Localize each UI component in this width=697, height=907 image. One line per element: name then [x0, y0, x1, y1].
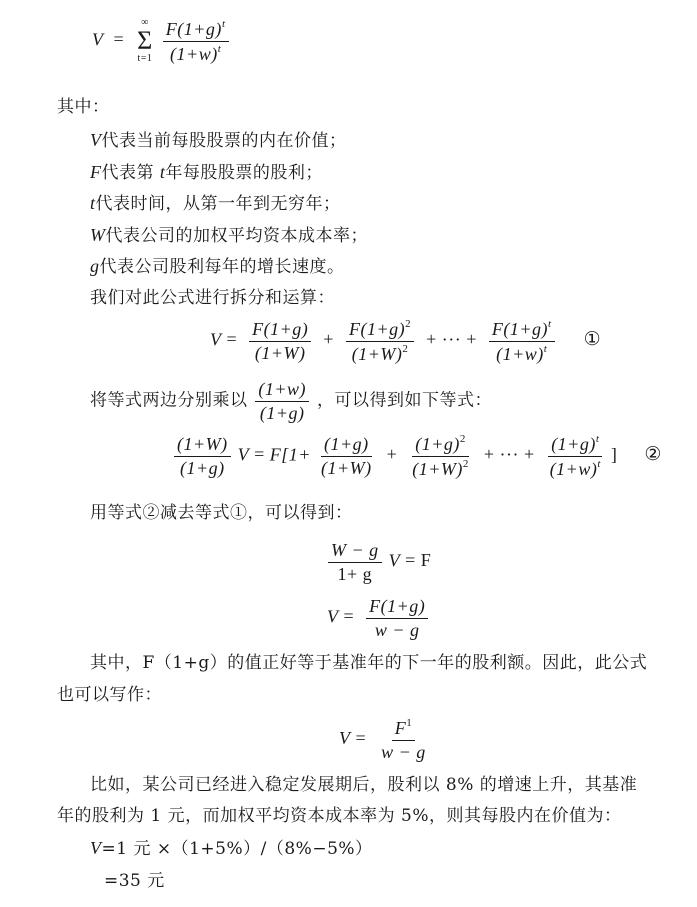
equation-3: $\frac{W - g}{1+ g}$ V = F — [326, 540, 436, 584]
text-subtract: 用等式②减去等式①，可以得到： — [90, 503, 353, 523]
sum-symbol: ∞ Σ t=1 — [137, 17, 153, 65]
formula-main: V = ∞ Σ t=1 $\frac{F(1+g)^t}{(1+w)^t}$ — [92, 18, 231, 64]
paragraph-1: 其中，F（1+g）的值正好等于基准年的下一年的股利额。因此，此公式 — [90, 653, 648, 673]
equation-1-marker: ① — [583, 329, 602, 351]
text-chaifen: 我们对此公式进行拆分和运算： — [90, 288, 335, 308]
paragraph-4: 年的股利为 1 元，而加权平均资本成本率为 5%，则其每股内在价值为： — [57, 806, 622, 826]
paragraph-3: 比如，某公司已经进入稳定发展期后，股利以 8% 的增速上升，其基准 — [90, 775, 638, 795]
calculation-2: =35 元 — [104, 871, 165, 891]
definition-g: g代表公司股利每年的增长速度。 — [90, 256, 345, 277]
formula-var-v: V — [92, 29, 104, 50]
label-qizhong: 其中： — [57, 97, 110, 117]
formula-main-fraction: $\frac{F(1+g)^t}{(1+w)^t}$ — [163, 18, 229, 64]
definition-v: V代表当前每股股票的内在价值； — [90, 130, 347, 151]
equation-2-marker: ② — [644, 444, 662, 466]
equation-1: V = $\frac{F(1+g)}{(1+W)}$ + $\frac{F(1+g)^2}{(1+W)^2}$ + ··· + $\frac{F(1+g)^t}{(1+w)^t}$ ① — [210, 318, 602, 364]
definition-w: W代表公司的加权平均资本成本率； — [90, 225, 368, 246]
sum-upper: ∞ — [141, 17, 149, 29]
equation-2: $\frac{(1+W)}{(1+g)}$ V = F[1+ $\frac{(1+g)}{(1+W)}$ + $\frac{(1+g)^2}{(1+W)^2}$ + ··· + $\frac{(1+g)^t}{(1+w)^t}$ ] ② — [172, 433, 662, 479]
definition-f: F代表第 t年每股股票的股利； — [90, 162, 323, 183]
definition-t: t代表时间，从第一年到无穷年； — [90, 193, 341, 214]
equation-4: V = $\frac{F(1+g)}{w - g}$ — [327, 596, 430, 640]
paragraph-2: 也可以写作： — [57, 685, 162, 705]
equation-5: V = $\frac{F^1}{w - g}$ — [339, 717, 426, 762]
sum-lower: t=1 — [137, 53, 153, 65]
text-multiply: 将等式两边分别乘以 $\frac{(1+w)}{(1+g)}$ ，可以得到如下等式： — [90, 379, 492, 423]
calculation-1: V=1 元 ×（1+5%）/（8%−5%） — [90, 838, 373, 859]
